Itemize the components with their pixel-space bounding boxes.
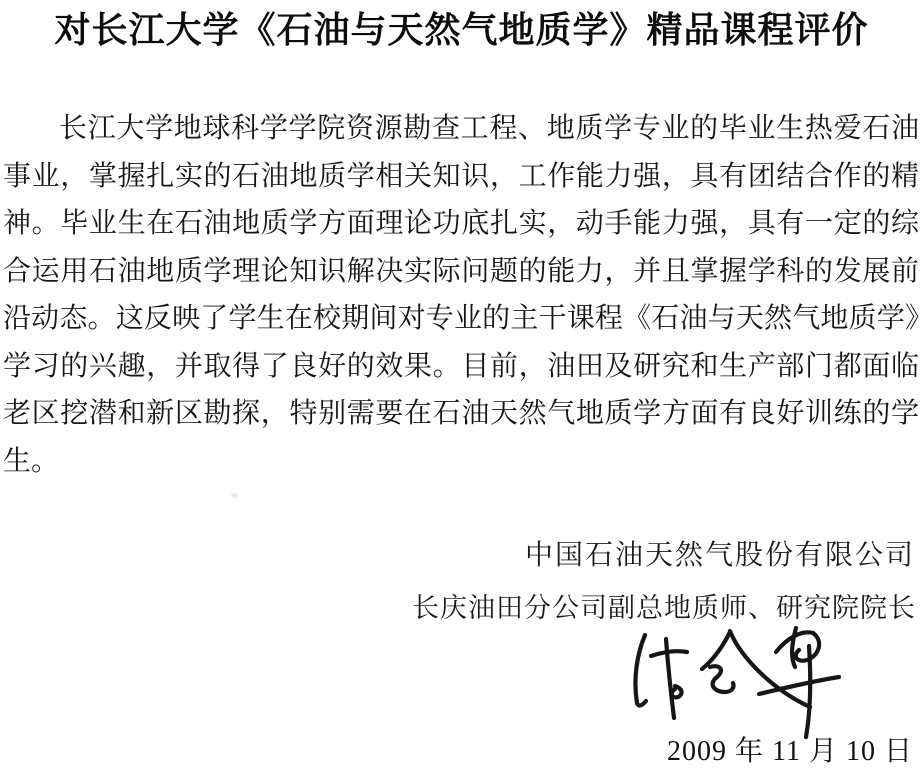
signature-company-line: 中国石油天然气股份有限公司 xyxy=(524,540,915,571)
handwritten-signature xyxy=(618,626,848,748)
document-title: 对长江大学《石油与天然气地质学》精品课程评价 xyxy=(54,9,869,50)
signature-signer-title-line: 长庆油田分公司副总地质师、研究院院长 xyxy=(412,593,916,623)
document-body-paragraph: 长江大学地球科学学院资源勘查工程、地质学专业的毕业生热爱石油事业，掌握扎实的石油地质学相关知识，工作能力强，具有团结合作的精神。毕业生在石油地质学方面理论功底扎实，动手能力强，具有一定的综合运用石油地质学理论知识解决实际问题的能力，并且掌握学科的发展前沿动态。这反映了学生在校期间对专业的主干课程《石油与天然气地质学》学习的兴趣，并取得了良好的效果。目前，油田及研究和生产部门都面临老区挖潜和新区勘探，特别需要在石油天然气地质学方面有良好训练的学生。 xyxy=(3,113,919,477)
document-date: 2009 年 11 月 10 日 xyxy=(667,736,913,767)
scan-artifact-dot xyxy=(231,493,238,498)
